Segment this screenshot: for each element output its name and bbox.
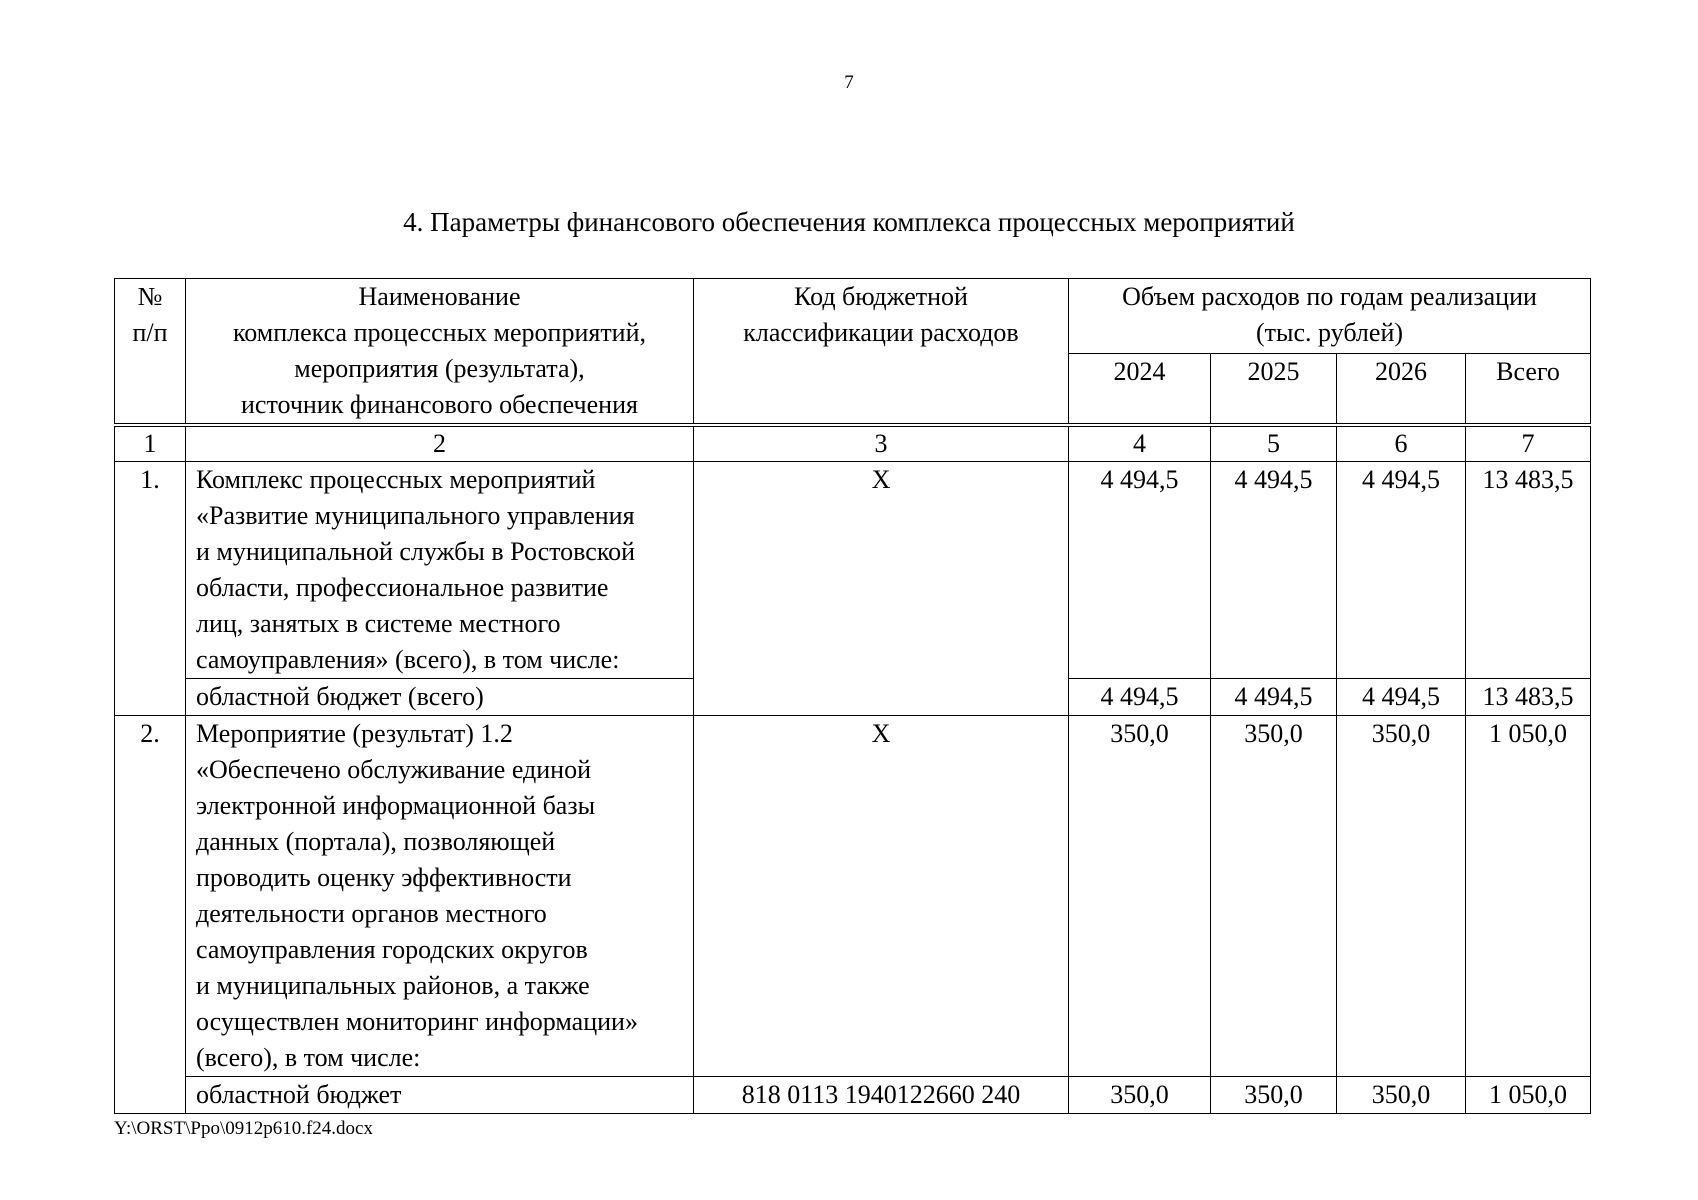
row-value-2025: 350,0 — [1211, 716, 1337, 1077]
column-number: 4 — [1069, 425, 1211, 462]
row-name-line: самоуправления городских округов — [196, 935, 588, 964]
column-number: 7 — [1466, 425, 1591, 462]
subrow-name: областной бюджет — [186, 1077, 694, 1114]
header-name-line: мероприятия (результата), — [294, 354, 585, 383]
column-number: 2 — [186, 425, 694, 462]
subrow-value-2026: 350,0 — [1337, 1077, 1466, 1114]
header-year-cell: 2026 — [1337, 353, 1466, 425]
row-number: 2. — [115, 716, 186, 1114]
row-name-line: деятельности органов местного — [196, 899, 547, 928]
header-num-line: № — [137, 282, 163, 311]
row-value-2025: 4 494,5 — [1211, 462, 1337, 679]
column-number: 5 — [1211, 425, 1337, 462]
column-number: 6 — [1337, 425, 1466, 462]
column-number: 1 — [115, 425, 186, 462]
subrow-name: областной бюджет (всего) — [186, 679, 694, 716]
row-name-line: (всего), в том числе: — [196, 1043, 421, 1072]
row-value-2026: 4 494,5 — [1337, 462, 1466, 679]
row-name-line: Комплекс процессных мероприятий — [196, 465, 596, 494]
subrow-value-2025: 4 494,5 — [1211, 679, 1337, 716]
row-value-2026: 350,0 — [1337, 716, 1466, 1077]
row-name-line: данных (портала), позволяющей — [196, 827, 556, 856]
financing-table-wrapper — [114, 278, 1590, 1114]
row-name-line: осуществлен мониторинг информации» — [196, 1007, 638, 1036]
row-name-line: и муниципальных районов, а также — [196, 971, 590, 1000]
footer-file-path: Y:\ORST\Ppo\0912p610.f24.docx — [114, 1118, 373, 1139]
header-name-line: Наименование — [358, 282, 521, 311]
column-number: 3 — [694, 425, 1069, 462]
header-num-line: п/п — [132, 318, 168, 347]
header-total-cell: Всего — [1466, 353, 1591, 425]
row-name-line: самоуправления» (всего), в том числе: — [196, 645, 620, 674]
header-year-cell: 2025 — [1211, 353, 1337, 425]
row-name-line: «Развитие муниципального управления — [196, 501, 635, 530]
header-num-cell — [115, 279, 186, 426]
table-header-row-1 — [115, 279, 1591, 354]
row-name — [186, 462, 694, 679]
subrow-value-2024: 4 494,5 — [1069, 679, 1211, 716]
row-name-line: лиц, занятых в системе местного — [196, 609, 561, 638]
column-number-row — [115, 425, 1591, 462]
header-volume-line: Объем расходов по годам реализации — [1122, 282, 1537, 311]
row-value-2024: 350,0 — [1069, 716, 1211, 1077]
header-code-cell — [694, 279, 1069, 426]
subrow-value-2024: 350,0 — [1069, 1077, 1211, 1114]
row-name-line: области, профессиональное развитие — [196, 573, 609, 602]
row-code: Х — [694, 716, 1069, 1077]
table-subrow — [115, 1077, 1591, 1114]
row-name-line: и муниципальной службы в Ростовской — [196, 537, 636, 566]
subrow-value-2025: 350,0 — [1211, 1077, 1337, 1114]
subrow-value-total: 1 050,0 — [1466, 1077, 1591, 1114]
row-name-line: электронной информационной базы — [196, 791, 596, 820]
financing-table — [114, 278, 1591, 1114]
header-volume-line: (тыс. рублей) — [1256, 318, 1404, 347]
header-code-line: классификации расходов — [743, 318, 1019, 347]
row-name-line: Мероприятие (результат) 1.2 — [196, 719, 513, 748]
subrow-value-total: 13 483,5 — [1466, 679, 1591, 716]
header-volume-cell — [1069, 279, 1591, 354]
row-name-line: проводить оценку эффективности — [196, 863, 572, 892]
header-name-cell — [186, 279, 694, 426]
section-title: 4. Параметры финансового обеспечения комплекса процессных мероприятий — [403, 207, 1295, 237]
row-value-total: 1 050,0 — [1466, 716, 1591, 1077]
table-row — [115, 716, 1591, 1077]
row-name — [186, 716, 694, 1077]
row-number: 1. — [115, 462, 186, 716]
row-code: Х — [694, 462, 1069, 716]
subrow-value-2026: 4 494,5 — [1337, 679, 1466, 716]
page-number: 7 — [844, 72, 854, 93]
table-row — [115, 462, 1591, 679]
header-name-line: комплекса процессных мероприятий, — [232, 318, 647, 347]
header-year-cell: 2024 — [1069, 353, 1211, 425]
row-name-line: «Обеспечено обслуживание единой — [196, 755, 592, 784]
header-code-line: Код бюджетной — [794, 282, 968, 311]
row-value-total: 13 483,5 — [1466, 462, 1591, 679]
subrow-code: 818 0113 1940122660 240 — [694, 1077, 1069, 1114]
row-value-2024: 4 494,5 — [1069, 462, 1211, 679]
header-name-line: источник финансового обеспечения — [241, 390, 638, 419]
